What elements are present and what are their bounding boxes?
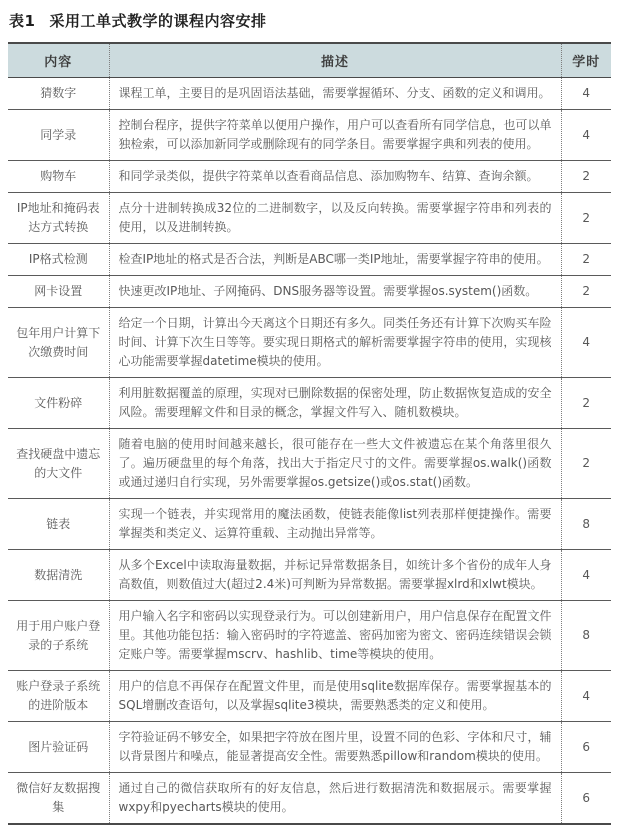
table-row — [8, 244, 611, 276]
cell-description: 快速更改IP地址、子网掩码、DNS服务器等设置。需要掌握os.system()函数。 — [109, 276, 561, 308]
cell-description: 给定一个日期，计算出今天离这个日期还有多久。同类任务还有计算下次购买车险时间、计算下次生日等等。要实现日期格式的解析需要掌握字符串的使用，实现核心功能需要掌握datetime模块的使用。 — [109, 308, 561, 378]
table-row — [8, 671, 611, 722]
cell-hours: 8 — [561, 499, 611, 550]
cell-hours: 2 — [561, 244, 611, 276]
table-caption-text: 采用工单式教学的课程内容安排 — [49, 12, 267, 30]
cell-content: IP格式检测 — [8, 244, 109, 276]
cell-hours: 4 — [561, 110, 611, 161]
table-row — [8, 161, 611, 193]
cell-description: 检查IP地址的格式是否合法，判断是ABC哪一类IP地址，需要掌握字符串的使用。 — [109, 244, 561, 276]
cell-content: 包年用户计算下次缴费时间 — [8, 308, 109, 378]
cell-content: 同学录 — [8, 110, 109, 161]
table-caption-number: 表1 — [9, 12, 36, 30]
table-row — [8, 429, 611, 499]
cell-description: 从多个Excel中读取海量数据，并标记异常数据条目，如统计多个省份的成年人身高数值，则数值过大(超过2.4米)可判断为异常数据。需要掌握xlrd和xlwt模块。 — [109, 550, 561, 601]
cell-description: 随着电脑的使用时间越来越长，很可能存在一些大文件被遗忘在某个角落里很久了。遍历硬盘里的每个角落，找出大于指定尺寸的文件。需要掌握os.walk()函数或通过递归自行实现，另外需要掌握os.getsize()或os.stat()函数。 — [109, 429, 561, 499]
cell-hours: 4 — [561, 308, 611, 378]
column-header-0: 内容 — [8, 43, 109, 78]
cell-hours: 2 — [561, 193, 611, 244]
cell-hours: 8 — [561, 601, 611, 671]
cell-content: IP地址和掩码表达方式转换 — [8, 193, 109, 244]
cell-hours: 4 — [561, 671, 611, 722]
table-row — [8, 78, 611, 110]
cell-hours: 4 — [561, 78, 611, 110]
cell-description: 实现一个链表，并实现常用的魔法函数，使链表能像list列表那样便捷操作。需要掌握类和类定义、运算符重载、主动抛出异常等。 — [109, 499, 561, 550]
cell-hours: 2 — [561, 276, 611, 308]
table-row — [8, 110, 611, 161]
table-row — [8, 276, 611, 308]
table-caption — [9, 10, 611, 31]
cell-description: 点分十进制转换成32位的二进制数字，以及反向转换。需要掌握字符串和列表的使用，以及进制转换。 — [109, 193, 561, 244]
cell-description: 用户输入名字和密码以实现登录行为。可以创建新用户，用户信息保存在配置文件里。其他功能包括：输入密码时的字符遮盖、密码加密为密文、密码连续错误会锁定账户等。需要掌握mscrv、hashlib、time等模块的使用。 — [109, 601, 561, 671]
table-row — [8, 499, 611, 550]
table-row — [8, 308, 611, 378]
cell-content: 购物车 — [8, 161, 109, 193]
cell-description: 用户的信息不再保存在配置文件里，而是使用sqlite数据库保存。需要掌握基本的SQL增删改查语句，以及掌握sqlite3模块，需要熟悉类的定义和使用。 — [109, 671, 561, 722]
cell-description: 和同学录类似，提供字符菜单以查看商品信息、添加购物车、结算、查询余额。 — [109, 161, 561, 193]
table-row — [8, 378, 611, 429]
column-header-1: 描述 — [109, 43, 561, 78]
table-row — [8, 193, 611, 244]
cell-content: 链表 — [8, 499, 109, 550]
cell-description: 课程工单，主要目的是巩固语法基础，需要掌握循环、分支、函数的定义和调用。 — [109, 78, 561, 110]
table-row — [8, 550, 611, 601]
cell-hours: 6 — [561, 722, 611, 773]
table-body — [8, 78, 611, 825]
cell-hours: 4 — [561, 550, 611, 601]
cell-content: 用于用户账户登录的子系统 — [8, 601, 109, 671]
column-header-2: 学时 — [561, 43, 611, 78]
cell-description: 字符验证码不够安全，如果把字符放在图片里，设置不同的色彩、字体和尺寸，辅以背景图片和噪点，能显著提高安全性。需要熟悉pillow和random模块的使用。 — [109, 722, 561, 773]
table-row — [8, 601, 611, 671]
cell-hours: 2 — [561, 429, 611, 499]
cell-description: 通过自己的微信获取所有的好友信息，然后进行数据清洗和数据展示。需要掌握wxpy和pyecharts模块的使用。 — [109, 773, 561, 825]
cell-content: 微信好友数据搜集 — [8, 773, 109, 825]
cell-content: 猜数字 — [40, 86, 77, 100]
cell-hours: 2 — [561, 378, 611, 429]
table-row — [8, 773, 611, 825]
cell-content: 文件粉碎 — [8, 378, 109, 429]
cell-content: 网卡设置 — [8, 276, 109, 308]
cell-description: 控制台程序，提供字符菜单以便用户操作，用户可以查看所有同学信息，也可以单独检索，可以添加新同学或删除现有的同学条目。需要掌握字典和列表的使用。 — [109, 110, 561, 161]
cell-hours: 6 — [561, 773, 611, 825]
table-row — [8, 722, 611, 773]
cell-description: 利用脏数据覆盖的原理，实现对已删除数据的保密处理，防止数据恢复造成的安全风险。需要理解文件和目录的概念，掌握文件写入、随机数模块。 — [109, 378, 561, 429]
cell-content: 图片验证码 — [8, 722, 109, 773]
cell-hours: 2 — [561, 161, 611, 193]
cell-content: 查找硬盘中遗忘的大文件 — [8, 429, 109, 499]
cell-content: 数据清洗 — [8, 550, 109, 601]
cell-content: 账户登录子系统的进阶版本 — [8, 671, 109, 722]
table-header-row — [8, 43, 611, 78]
course-content-table — [8, 42, 611, 825]
table-header — [8, 43, 611, 78]
